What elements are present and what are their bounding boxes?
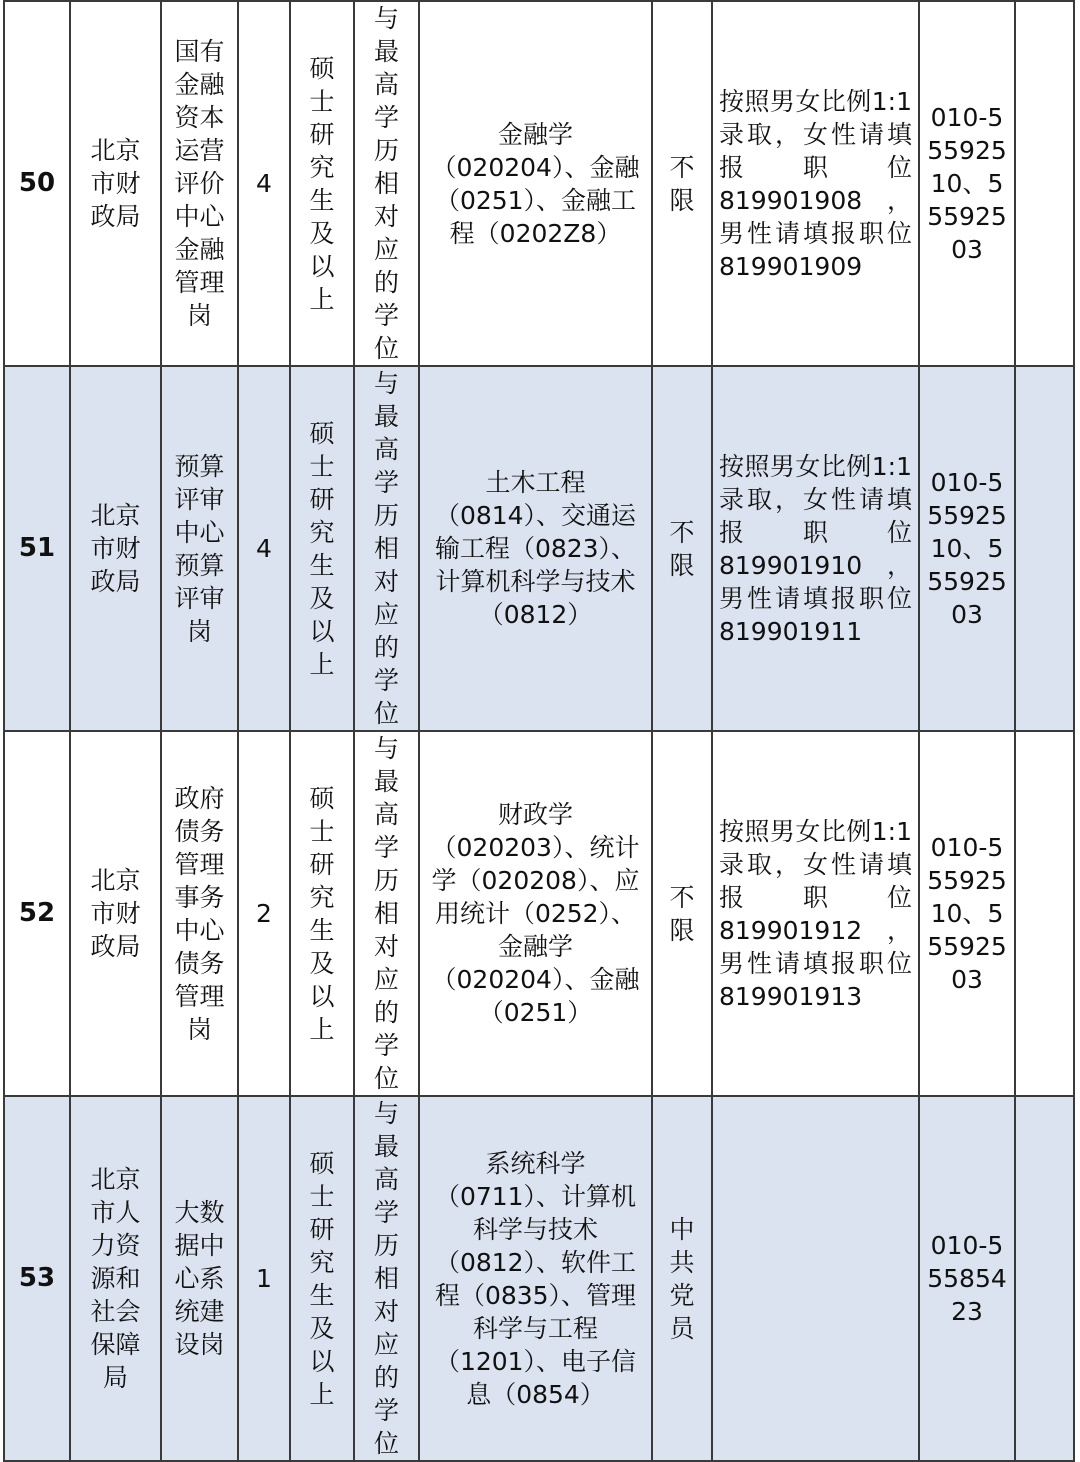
count-cell: 1: [238, 1096, 290, 1461]
degree-text: 与最高学历相对应的学位: [373, 1099, 399, 1458]
education-text: 硕士研究生及以上: [309, 53, 335, 314]
degree-text: 与最高学历相对应的学位: [373, 734, 399, 1093]
position-text: 国有金融资本运营评价中心金融管理岗: [174, 37, 225, 330]
empty-cell: [1015, 366, 1074, 731]
degree-cell: [354, 366, 419, 731]
degree-text: 与最高学历相对应的学位: [373, 4, 399, 363]
count-cell: 4: [238, 366, 290, 731]
degree-cell: [354, 731, 419, 1096]
degree-text: 与最高学历相对应的学位: [373, 369, 399, 728]
table-row: [4, 731, 1074, 1096]
table-row: [4, 366, 1074, 731]
education-cell: [290, 366, 354, 731]
political-cell: [652, 1096, 712, 1461]
empty-cell: [1015, 731, 1074, 1096]
remark-cell: 按照男女比例1:1录取，女性请填报职位819901910，男性请填报职位819901911: [712, 366, 919, 731]
position-text: 大数据中心系统建设岗: [174, 1198, 225, 1359]
phone-cell: 010-55585423: [919, 1096, 1015, 1461]
recruitment-table: [3, 0, 1075, 1462]
political-text: 不限: [669, 152, 695, 215]
political-text: 不限: [669, 882, 695, 945]
political-cell: [652, 1, 712, 366]
seq-cell: 51: [4, 366, 70, 731]
position-cell: [161, 366, 238, 731]
dept-text: 北京市人力资源和社会保障局: [90, 1165, 141, 1392]
dept-cell: [70, 1096, 161, 1461]
position-cell: [161, 1, 238, 366]
dept-cell: [70, 731, 161, 1096]
count-cell: 4: [238, 1, 290, 366]
dept-text: 北京市财政局: [90, 866, 141, 961]
degree-cell: [354, 1096, 419, 1461]
position-text: 预算评审中心预算评审岗: [174, 451, 225, 646]
education-text: 硕士研究生及以上: [309, 418, 335, 679]
remark-cell: 按照男女比例1:1录取，女性请填报职位819901908，男性请填报职位819901909: [712, 1, 919, 366]
empty-cell: [1015, 1, 1074, 366]
major-cell: 土木工程（0814）、交通运输工程（0823）、计算机科学与技术（0812）: [419, 366, 652, 731]
dept-cell: [70, 1, 161, 366]
major-cell: 财政学（020203）、统计学（020208）、应用统计（0252）、金融学（020204）、金融（0251）: [419, 731, 652, 1096]
education-text: 硕士研究生及以上: [309, 1148, 335, 1409]
political-text: 中共党员: [669, 1214, 695, 1343]
position-cell: [161, 731, 238, 1096]
political-cell: [652, 366, 712, 731]
seq-cell: 52: [4, 731, 70, 1096]
dept-cell: [70, 366, 161, 731]
degree-cell: [354, 1, 419, 366]
political-cell: [652, 731, 712, 1096]
phone-cell: 010-55592510、55592503: [919, 1, 1015, 366]
education-cell: [290, 731, 354, 1096]
education-cell: [290, 1, 354, 366]
major-cell: 金融学（020204）、金融（0251）、金融工程（0202Z8）: [419, 1, 652, 366]
remark-cell: 按照男女比例1:1录取，女性请填报职位819901912，男性请填报职位819901913: [712, 731, 919, 1096]
seq-cell: 50: [4, 1, 70, 366]
count-cell: 2: [238, 731, 290, 1096]
table-row: [4, 1, 1074, 366]
phone-cell: 010-55592510、55592503: [919, 366, 1015, 731]
remark-cell: [712, 1096, 919, 1461]
major-cell: 系统科学（0711）、计算机科学与技术（0812）、软件工程（0835）、管理科学与工程（1201）、电子信息（0854）: [419, 1096, 652, 1461]
seq-cell: 53: [4, 1096, 70, 1461]
political-text: 不限: [669, 517, 695, 580]
table-row: [4, 1096, 1074, 1461]
education-cell: [290, 1096, 354, 1461]
empty-cell: [1015, 1096, 1074, 1461]
dept-text: 北京市财政局: [90, 501, 141, 596]
phone-cell: 010-55592510、55592503: [919, 731, 1015, 1096]
dept-text: 北京市财政局: [90, 136, 141, 231]
education-text: 硕士研究生及以上: [309, 783, 335, 1044]
position-text: 政府债务管理事务中心债务管理岗: [174, 783, 225, 1044]
position-cell: [161, 1096, 238, 1461]
